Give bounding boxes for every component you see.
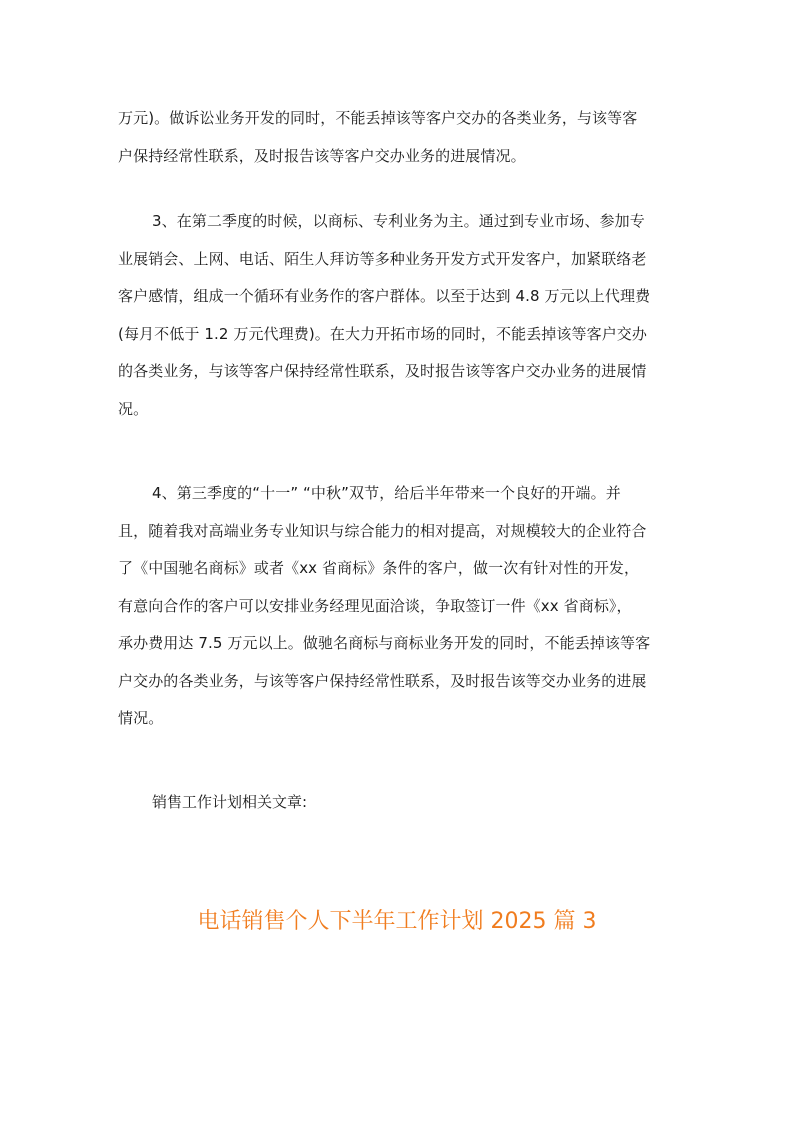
text-line: (每月不低于 1.2 万元代理费)。在大力开拓市场的同时，不能丢掉该等客户交办 xyxy=(118,324,647,343)
text-line: 户交办的各类业务，与该等客户保持经常性联系，及时报告该等交办业务的进展 xyxy=(118,671,647,690)
text-line: 客户感情，组成一个循环有业务作的客户群体。以至于达到 4.8 万元以上代理费 xyxy=(118,287,651,305)
paragraph-3 xyxy=(118,475,678,738)
text-line: 万元)。做诉讼业务开发的同时，不能丢掉该等客户交办的各类业务，与该等客 xyxy=(118,109,638,127)
text-line: 况。 xyxy=(118,399,149,418)
text-line: 了《中国驰名商标》或者《xx 省商标》条件的客户，做一次有针对性的开发， xyxy=(118,559,640,577)
text-line: 户保持经常性联系，及时报告该等客户交办业务的进展情况。 xyxy=(118,146,526,165)
text-line: 且，随着我对高端业务专业知识与综合能力的相对提高，对规模较大的企业符合 xyxy=(118,521,647,540)
related-articles-label: 销售工作计划相关文章: xyxy=(152,793,308,811)
text-line: 情况。 xyxy=(118,709,164,727)
text-line: 4、第三季度的“十一” “中秋”双节，给后半年带来一个良好的开端。并 xyxy=(152,484,621,502)
text-line: 有意向合作的客户可以安排业务经理见面洽谈，争取签订一件《xx 省商标》， xyxy=(118,596,632,615)
text-line: 承办费用达 7.5 万元以上。做驰名商标与商标业务开发的同时，不能丢掉该等客 xyxy=(118,634,651,652)
text-line: 的各类业务，与该等客户保持经常性联系，及时报告该等客户交办业务的进展情 xyxy=(118,362,647,380)
section-title: 电话销售个人下半年工作计划 2025 篇 3 xyxy=(197,909,597,934)
text-line: 业展销会、上网、电话、陌生人拜访等多种业务开发方式开发客户，加紧联络老 xyxy=(118,249,647,268)
paragraph-1 xyxy=(118,100,678,175)
paragraph-2 xyxy=(118,203,678,428)
text-line: 3、在第二季度的时候，以商标、专利业务为主。通过到专业市场、参加专 xyxy=(152,212,645,230)
